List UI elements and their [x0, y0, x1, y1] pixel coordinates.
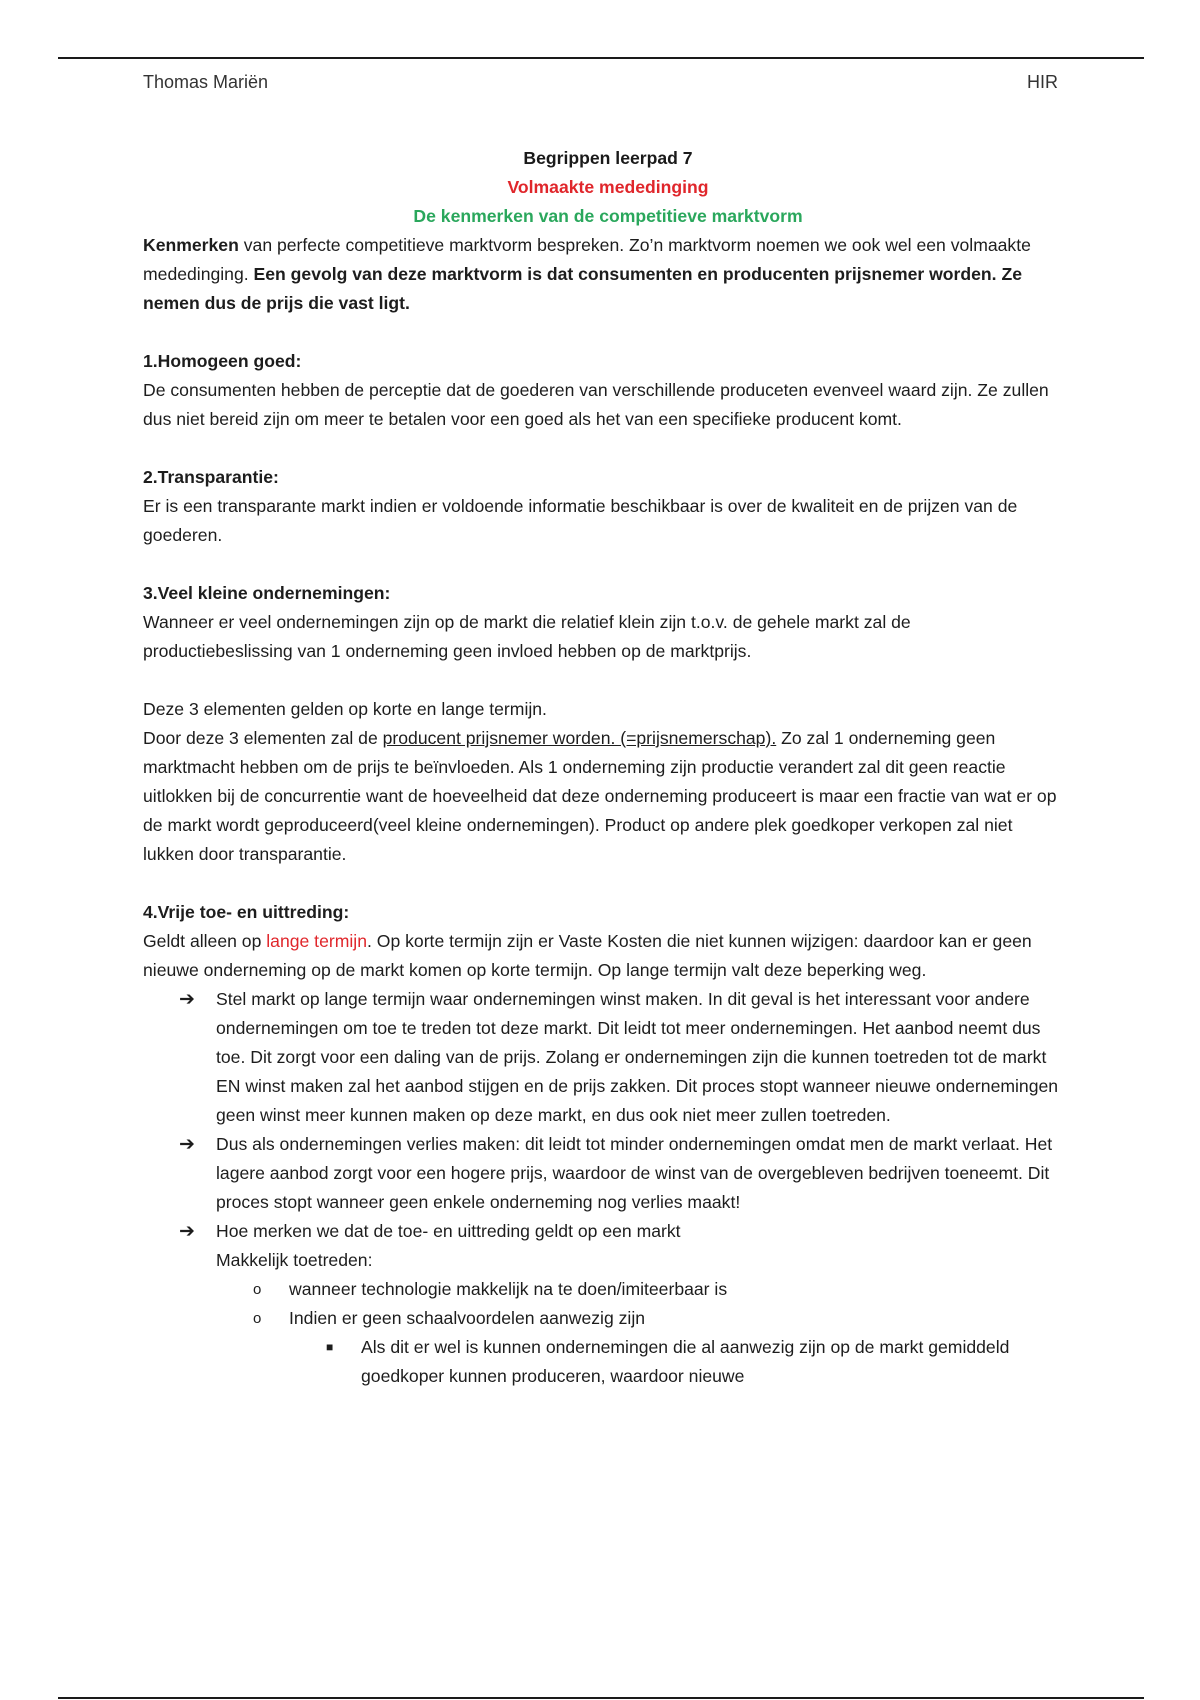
- section1-text: De consumenten hebben de perceptie dat de goederen van verschillende produceten evenveel waard zijn. Ze zullen dus niet bereid zijn om meer te betalen voor een goed als het van een specifieke producent komt.: [143, 380, 1049, 429]
- arrow-item-text: Stel markt op lange termijn waar ondernemingen winst maken. In dit geval is het interessant voor andere ondernemingen om toe te treden tot deze markt. Dit leidt tot meer ondernemingen. Het aanbod neemt dus toe. Dit zorgt voor een daling van de prijs. Zolang er ondernemingen zijn die kunnen toetreden tot de markt EN winst maken zal het aanbod stijgen en de prijs zakken. Dit proces stopt wanneer nieuwe ondernemingen geen winst meer kunnen maken op deze markt, en dus ook niet meer zullen toetreden.: [216, 989, 1059, 1125]
- document-body: [143, 144, 1061, 1391]
- summary-paragraph: [143, 724, 1061, 869]
- section4-heading: 4.Vrije toe- en uittreding:: [143, 902, 350, 922]
- arrow-item-text: Dus als ondernemingen verlies maken: dit leidt tot minder ondernemingen omdat men de markt verlaat. Het lagere aanbod zorgt voor een hogere prijs, waardoor de winst van de overgebleven bedrijven toeneemt. Dit proces stopt wanneer geen enkele onderneming nog verlies maakt!: [216, 1134, 1053, 1212]
- section3-heading: 3.Veel kleine ondernemingen:: [143, 583, 391, 603]
- arrow-right-icon: ➔: [179, 1134, 195, 1155]
- summary-rest: Zo zal 1 onderneming geen marktmacht hebben om de prijs te beïnvloeden. Als 1 onderneming zijn productie verandert zal dit geen reactie uitlokken bij de concurrentie want de hoeveelheid dat deze onderneming produceert is maar een fractie van wat er op de markt wordt geproduceerd(veel kleine ondernemingen). Product op andere plek goedkoper verkopen zal niet lukken door transparantie.: [143, 728, 1057, 864]
- section2-text: Er is een transparante markt indien er voldoende informatie beschikbaar is over de kwaliteit en de prijzen van de goederen.: [143, 496, 1018, 545]
- intro-paragraph: [143, 231, 1061, 318]
- arrow-item-profit: [143, 985, 1061, 1130]
- circle-item-text: wanneer technologie makkelijk na te doen/imiteerbaar is: [289, 1279, 728, 1299]
- circle-bullet-icon: o: [253, 1310, 262, 1327]
- section2-heading: 2.Transparantie:: [143, 467, 279, 487]
- page-title: Begrippen leerpad 7: [523, 148, 693, 168]
- section4-text-red: lange termijn: [266, 931, 367, 951]
- intro-bold-start: Kenmerken: [143, 235, 239, 255]
- square-item-text: Als dit er wel is kunnen ondernemingen die al aanwezig zijn op de markt gemiddeld goedkoper kunnen produceren, waardoor nieuwe: [361, 1337, 1010, 1386]
- course-code: HIR: [1027, 72, 1058, 92]
- summary-start: Door deze 3 elementen zal de: [143, 728, 383, 748]
- square-item-economies: [143, 1333, 1061, 1391]
- circle-item-text: Indien er geen schaalvoordelen aanwezig zijn: [289, 1308, 646, 1328]
- arrow-item-text: Hoe merken we dat de toe- en uittreding geldt op een markt: [216, 1221, 681, 1241]
- circle-item-technology: [143, 1275, 1061, 1304]
- section4-text: [143, 927, 1061, 985]
- top-rule: [58, 57, 1144, 59]
- easy-entry-label: Makkelijk toetreden:: [216, 1250, 373, 1270]
- subtitle-green: De kenmerken van de competitieve marktvorm: [413, 206, 803, 226]
- circle-item-scale: [143, 1304, 1061, 1333]
- arrow-right-icon: ➔: [179, 1221, 195, 1242]
- title-block: [155, 144, 1061, 231]
- arrow-item-loss: [143, 1130, 1061, 1217]
- intro-bold-end: Een gevolg van deze marktvorm is dat consumenten en producenten prijsnemer worden. Ze nemen dus de prijs die vast ligt.: [143, 264, 1022, 313]
- author-name: Thomas Mariën: [143, 72, 269, 92]
- section4-text-start: Geldt alleen op: [143, 931, 267, 951]
- circle-bullet-icon: o: [253, 1281, 262, 1298]
- intro-text: van perfecte competitieve marktvorm bespreken. Zo’n marktvorm noemen we ook wel een volmaakte mededinging.: [143, 235, 1031, 284]
- section1-heading: 1.Homogeen goed:: [143, 351, 302, 371]
- section4-text-rest: . Op korte termijn zijn er Vaste Kosten die niet kunnen wijzigen: daardoor kan er geen nieuwe onderneming op de markt komen op korte termijn. Op lange termijn valt deze beperking weg.: [143, 931, 1032, 980]
- subtitle-red: Volmaakte mededinging: [507, 177, 709, 197]
- arrow-item-question: [143, 1217, 1061, 1246]
- bottom-rule: [58, 1697, 1144, 1699]
- summary-underline: producent prijsnemer worden. (=prijsnemerschap).: [382, 728, 777, 748]
- arrow-right-icon: ➔: [179, 989, 195, 1010]
- square-bullet-icon: ■: [326, 1340, 334, 1354]
- section3-text: Wanneer er veel ondernemingen zijn op de markt die relatief klein zijn t.o.v. de gehele markt zal de productiebeslissing van 1 onderneming geen invloed hebben op de marktprijs.: [143, 612, 911, 661]
- summary-line1: Deze 3 elementen gelden op korte en lange termijn.: [143, 699, 547, 719]
